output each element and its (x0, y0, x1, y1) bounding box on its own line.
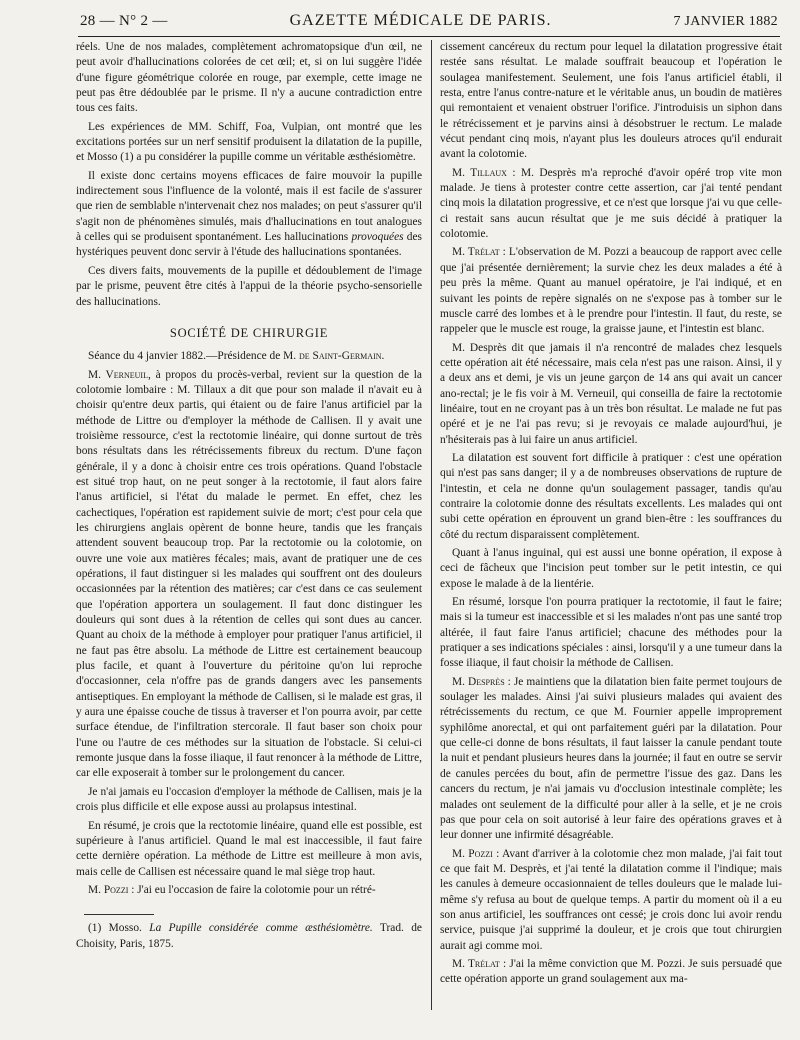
paragraph: En résumé, lorsque l'on pourra pratiquer la rectotomie, il faut le faire; mais si la tumeur est inaccessible et si les malades n'ont pas une santé trop altérée, il faut faire l'anus artificiel; chacune des méthodes pour la pratiquer a ses indications spéciales : ainsi, lorsqu'il y a une tumeur dans la fosse iliaque, il faut choisir la méthode de Callisen. (440, 596, 782, 670)
speaker-name: M. Trélat (452, 957, 500, 970)
page-number: 28 — N° 2 — (80, 13, 168, 29)
paragraph: M. Tillaux : M. Desprès m'a reproché d'avoir opéré trop vite mon malade. Je tiens à protester contre cette assertion, car j'ai tenté pendant cinq mois la dilatation progressive, et ce n'est que lorsque j'ai vu que celle-ci restait sans aucun résultat que je me suis décidé à pratiquer la colotomie. (440, 166, 782, 241)
speaker-name: M. Trélat (452, 246, 500, 259)
paragraph: réels. Une de nos malades, complètement achromatopsique d'un œil, ne peut avoir d'hallucinations colorées de cet œil; et, si on lui suggère l'idée d'une figure géométrique colorée en rouge, par exemple, cette image ne peut pas être dédoublée par le prisme. Il n'y a aucune contradiction entre tous ces faits. (76, 41, 422, 115)
section-title: SOCIÉTÉ DE CHIRURGIE (169, 325, 329, 340)
paragraph: M. Trélat : J'ai la même conviction que M. Pozzi. Je suis persuadé que cette opération apporte un grand soulagement aux ma- (440, 957, 782, 986)
paragraph: Ces divers faits, mouvements de la pupille et dédoublement de l'image par le prisme, peuvent être cités à l'appui de la théorie psycho-sensorielle des hallucinations. (76, 264, 422, 308)
paragraph: M. Trélat : L'observation de M. Pozzi a beaucoup de rapport avec celle que j'ai présentée dernièrement; la survie chez les deux malades a été à peu près la même. Quant au manuel opératoire, je l'ai indiqué, et en suivant les points de repère signalés on ne s'expose pas à tomber sur le muscle carré des lombes et à le prendre pour l'intestin. Il faut, du reste, se rappeler que le muscle est rouge, la graisse jaune, et l'intestin est blanc. (440, 246, 782, 336)
emphasis: provoquées (351, 231, 404, 244)
column-rule (431, 40, 432, 1010)
speaker-name: M. Verneuil (88, 368, 148, 381)
left-column (76, 40, 422, 1010)
footnote: (1) Mosso. La Pupille considérée comme æsthésiomètre. Trad. de Choisity, Paris, 1875. (76, 922, 422, 950)
seance-line: Séance du 4 janvier 1882.—Présidence de M. de Saint-Germain. (88, 350, 385, 363)
paragraph: cissement cancéreux du rectum pour lequel la dilatation progressive était restée sans résultat. Le malade souffrait beaucoup et l'opération le soulagea manifestement. Seulement, une fois l'anus artificiel établi, il resta, entre l'anus contre-nature et le véritable anus, un boudin de matières qui remontaient et venaient obstruer l'orifice. J'introduisis un siphon dans le rétrécissement et je parvins ainsi à désobstruer le rectum. Le malade vécut pendant cinq mois, n'ayant plus les douleurs atroces qu'il endurait avant la colotomie. (440, 41, 782, 161)
issue-date: 7 JANVIER 1882 (673, 14, 778, 29)
paragraph: Les expériences de MM. Schiff, Foa, Vulpian, ont montré que les excitations portées sur un nerf sensitif produisent la dilatation de la pupille, et Mosso (1) a pu considérer la pupille comme un véritable æsthésiomètre. (76, 120, 422, 164)
paragraph: Il existe donc certains moyens efficaces de faire mouvoir la pupille indirectement sous l'influence de la volonté, mais il est facile de s'assurer que rien de semblable n'intervenait chez nos malades; on peut s'assurer qu'il s'agit non de phénomènes simulés, mais d'hallucinations en tout analogues à celles qui se produisent spontanément. Les hallucinations provoquées des hystériques peuvent donc servir à l'étude des hallucinations spontanées. (76, 169, 422, 259)
paragraph: Je n'ai jamais eu l'occasion d'employer la méthode de Callisen, mais je la crois plus difficile et elle expose aussi au prolapsus intestinal. (76, 785, 422, 814)
footnote-title: La Pupille considérée comme æsthésiomètre. (149, 922, 373, 935)
paragraph: La dilatation est souvent fort difficile à pratiquer : c'est une opération qui n'est pas sans danger; il y a de nombreuses observations de rupture de l'intestin, et cela ne donne qu'un soulagement passager, tandis qu'au contraire la colotomie donne des résultats excellents. Les malades qui ont subi cette opération en éprouvent un grand bien-être : les souffrances du côté du rectum disparaissent complètement. (440, 451, 782, 541)
paragraph: Quant à l'anus inguinal, qui est aussi une bonne opération, il expose à ceci de fâcheux que l'incision peut tomber sur le petit intestin, ce qui expose le malade à de la lientérie. (440, 547, 782, 590)
president-name: de Saint-Germain. (298, 350, 385, 363)
paragraph: En résumé, je crois que la rectotomie linéaire, quand elle est possible, est supérieure à l'anus artificiel. Quand le mal est inaccessible, il faut faire cette dernière opération. La méthode de Littre est meilleure à mon avis, mais celle de Callisen est nécessaire quand le mal siège trop haut. (76, 819, 422, 878)
speaker-name: M. Pozzi (452, 847, 493, 860)
paragraph: M. Pozzi : Avant d'arriver à la colotomie chez mon malade, j'ai fait tout ce que fait M. Desprès, et j'ai tenté la dilatation comme il l'indique; mais les canules à demeure occasionnaient de telles douleurs que le malade lui-même s'y refusa au bout de quelque temps. A partir du moment où il a eu son anus artificiel, les souffrances ont cessé; je crois donc lui avoir rendu service, puisque j'ai supprimé la douleur, et je crois que tout chirurgien aurait agi comme moi. (440, 847, 782, 952)
header-rule (78, 36, 780, 37)
paragraph: M. Pozzi : J'ai eu l'occasion de faire la colotomie pour un rétré- (88, 883, 376, 896)
footnote-rule (84, 914, 154, 915)
paragraph: M. Desprès : Je maintiens que la dilatation bien faite permet toujours de soulager les malades. Ainsi j'ai suivi plusieurs malades qui avaient des rétrécissements du rectum, ce que M. Fournier appelle improprement syphilôme anorectal, et qui ont parfaitement guéri par la dilatation. Pour que celle-ci donne de bons résultats, il faut laisser la canule pendant toute la nuit et pendant plusieurs heures dans la journée; il faut en outre se servir de canules percées du bout, afin de permettre l'issue des gaz. Dans les cancers du rectum, je n'ai jamais vu d'occlusion intestinale complète; les malades ont seulement de la difficulté pour aller à la selle, et je ne crois pas que pour cela on soit autorisé à leur faire des opérations graves et à leur donner une infirmité désagréable. (440, 675, 782, 842)
page-header (80, 12, 778, 34)
right-column (440, 40, 782, 1010)
paragraph: M. Verneuil, à propos du procès-verbal, revient sur la question de la colotomie lombaire : M. Tillaux a dit que pour son malade il n'avait eu à choisir qu'entre deux partis, qui étaient ou de faire l'anus artificiel par la méthode de Littre ou d'employer la méthode de Callisen. Il y avait une troisième ressource, c'est la rectotomie linéaire, qui donne surtout de très bons résultats dans les rétrécissements fibreux du rectum. D'une façon générale, il y a donc à choisir entre ces trois opérations. Quand l'obstacle est situé trop haut, on ne peut songer à la rectotomie, il faut alors faire l'anus artificiel, si l'état du malade le permet. En effet, chez les cachectiques, l'opération est rapidement suivie de mort; c'est pour cela que les chirurgiens anglais opèrent de bonne heure, tandis que les français attendent souvent beaucoup trop. Par la rectotomie ou la colotomie, on ouvre une voie aux matières fécales; mais, avant de pratiquer une de ces opérations, il faut distinguer si les malades qui souffrent ont des douleurs occasionnées par la rétention des matières; car c'est dans ce cas seulement que l'opération apportera un soulagement. Il faut donc distinguer les douleurs qui sont dues à la rétention de celles qui sont dues au cancer. Quant au choix de la méthode à employer pour pratiquer l'anus artificiel, il ne faut pas être absolu. La méthode de Littre est certainement beaucoup plus facile, et quant à l'ouverture du péritoine qu'on lui reproche d'occasionner, cela n'offre pas de grands dangers avec les pansements antiseptiques. En employant la méthode de Callisen, si le malade est gras, il y aura une épaisse couche de tissus à traverser et l'on pourra avoir, par cette surface étendue, de l'infiltration stercorale. Il faut baser son choix pour l'une ou l'autre de ces méthodes sur la situation de l'obstacle. Si celui-ci remonte jusque dans la fosse iliaque, il faut renoncer à la méthode de Littre, car elle exposerait à tomber sur le prolongement du cancer. (76, 368, 422, 780)
paragraph: M. Desprès dit que jamais il n'a rencontré de malades chez lesquels cette opération ait été nécessaire, mais cela n'est pas une raison. Ainsi, il y a deux ans et demi, je vis un jeune garçon de 14 ans qui avait un cancer ano-rectal; je le fis voir à M. Verneuil, qui conseilla de faire la rectotomie linéaire, tout en ne croyant pas à un très bon résultat. Le malade ne fut pas opéré et je ne l'ai pas revu; si je revoyais ce malade aujourd'hui, je n'hésiterais pas à lui faire un anus artificiel. (440, 341, 782, 446)
speaker-name: M. Pozzi (88, 883, 129, 896)
speaker-name: M. Tillaux (452, 166, 507, 179)
speaker-name: M. Desprès (452, 675, 505, 688)
journal-title: GAZETTE MÉDICALE DE PARIS. (289, 12, 552, 29)
